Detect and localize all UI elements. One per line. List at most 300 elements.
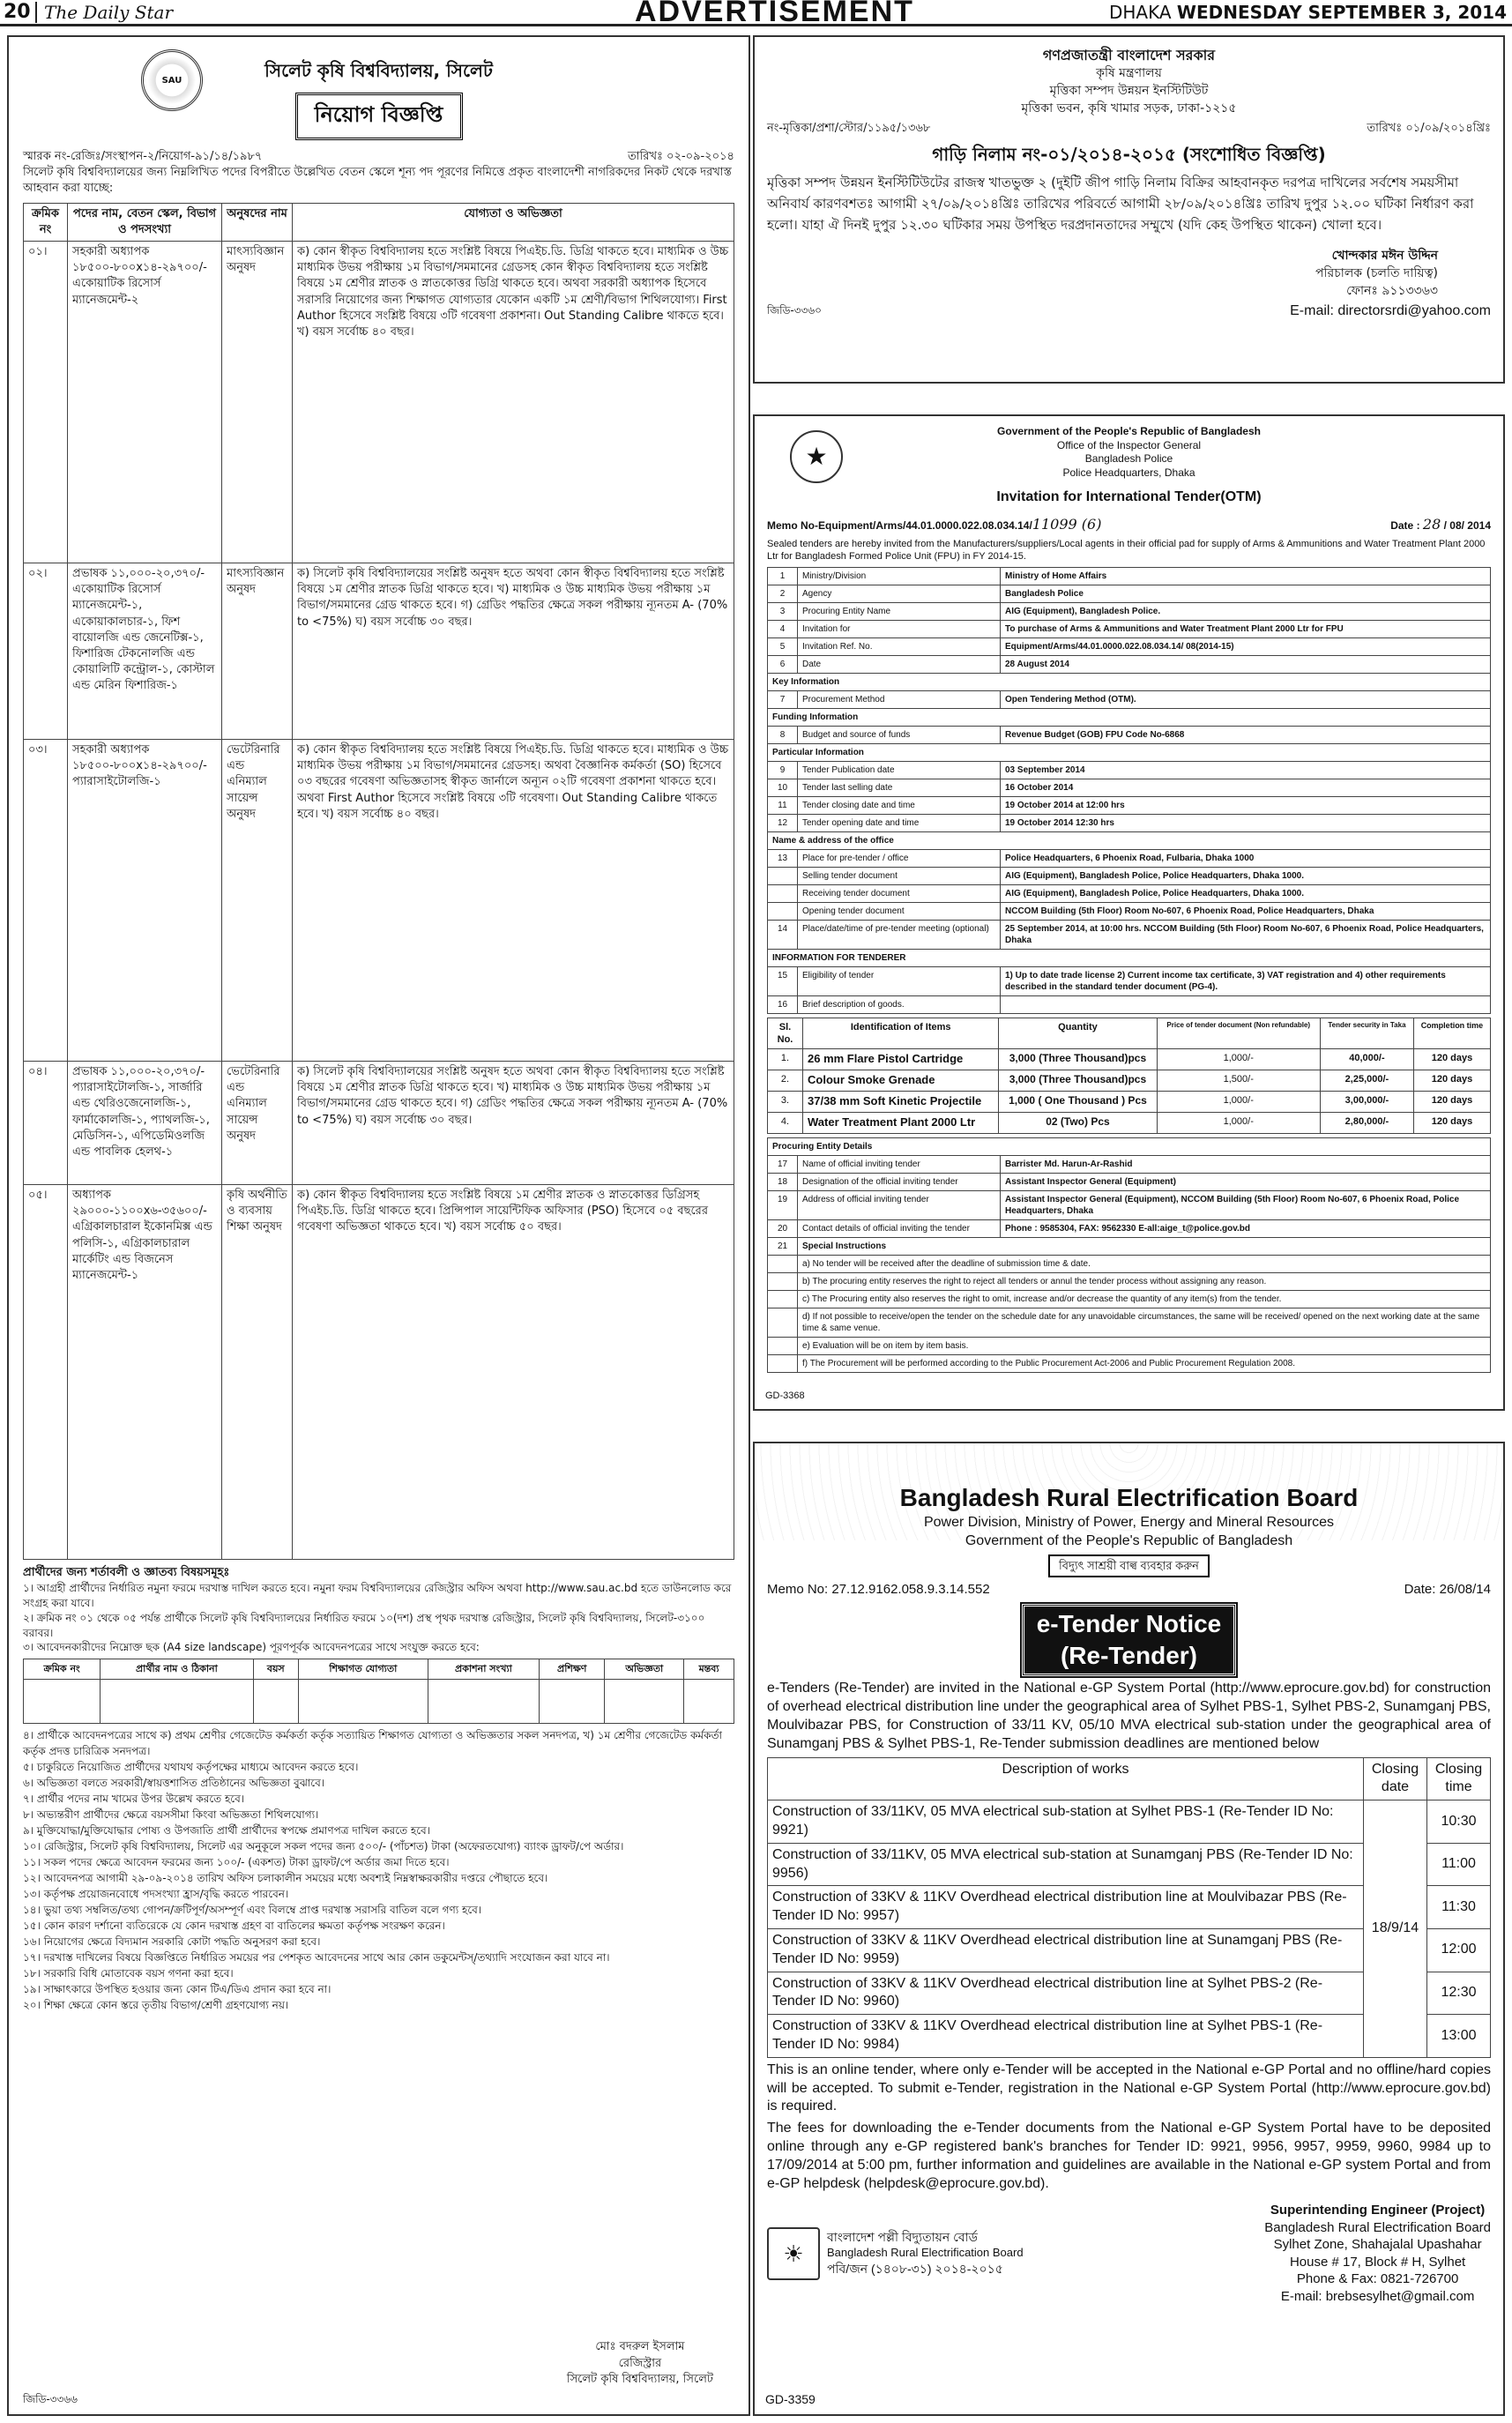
work-description: Construction of 33KV & 11KV Overdhead electrical distribution line at Sylhet PBS-2 (Re-Tender ID No: 9960) bbox=[768, 1972, 1364, 2015]
row-value: 1) Up to date trade license 2) Current income tax certificate, 3) VAT registration and 4) other requirements described in the standard tender document (PG-4). bbox=[1001, 966, 1491, 995]
memo-prefix: Memo No-Equipment/Arms/44.01.0000.022.08.034.14/ bbox=[767, 519, 1032, 533]
row-number: 18 bbox=[768, 1173, 798, 1190]
row-serial: ০৩। bbox=[24, 739, 68, 1061]
row-number: 8 bbox=[768, 726, 798, 743]
memo-handwritten: 11099 (6) bbox=[1032, 516, 1102, 533]
col-header: Price of tender document (Non refundable) bbox=[1157, 1018, 1320, 1049]
row-label: Tender last selling date bbox=[798, 779, 1001, 796]
conditions-title: প্রার্থীদের জন্য শর্তাবলী ও জ্ঞাতব্য বিষয়সমূহঃ bbox=[23, 1565, 230, 1579]
goods-item: 26 mm Flare Pistol Cartridge bbox=[803, 1049, 999, 1070]
police-tender-ad bbox=[753, 414, 1505, 1411]
row-label: Place/date/time of pre-tender meeting (optional) bbox=[798, 920, 1001, 949]
row-number: 16 bbox=[768, 995, 798, 1013]
sau-recruitment-ad bbox=[7, 35, 750, 2416]
col-header: মন্তব্য bbox=[684, 1659, 734, 1679]
col-header: পদের নাম, বেতন স্কেল, বিভাগ ও পদসংখ্যা bbox=[68, 203, 222, 241]
row-label: Address of official inviting tender bbox=[798, 1190, 1001, 1219]
table-row bbox=[768, 1800, 1491, 1844]
work-description: Construction of 33/11KV, 05 MVA electrical sub-station at Sylhet PBS-1 (Re-Tender ID No: 9921) bbox=[768, 1800, 1364, 1844]
list-item: ১০। রেজিস্ট্রার, সিলেট কৃষি বিশ্ববিদ্যালয়, সিলেট এর অনুকূলে সকল পদের জন্য ৫০০/- (পাঁচশত) টাকা (অফেরতযোগ্য) ব্যাংক ড্রাফট/পে অর্ডার। bbox=[23, 1839, 624, 1853]
table-row bbox=[24, 1679, 734, 1723]
row-label: Name of official inviting tender bbox=[798, 1155, 1001, 1173]
row-value: 19 October 2014 12:30 hrs bbox=[1001, 814, 1491, 831]
row-label: Brief description of goods. bbox=[798, 995, 1001, 1013]
police-procuring-table bbox=[767, 1137, 1491, 1373]
goods-price: 1,500/- bbox=[1157, 1070, 1320, 1092]
table-row bbox=[768, 726, 1491, 743]
row-value: Assistant Inspector General (Equipment), NCCOM Building (5th Floor) Room No-607, 6 Phoenix Road, Police Headquarters, Dhaka bbox=[1001, 1190, 1491, 1219]
section-label-row bbox=[768, 743, 1491, 761]
signer-name: খোন্দকার মঈন উদ্দিন bbox=[1331, 249, 1438, 264]
section-label: Procuring Entity Details bbox=[768, 1137, 1491, 1155]
goods-qty: 02 (Two) Pcs bbox=[999, 1112, 1157, 1133]
row-value: Ministry of Home Affairs bbox=[1001, 567, 1491, 585]
edition-day: WEDNESDAY SEPTEMBER 3, 2014 bbox=[1176, 1, 1507, 23]
row-number: 4 bbox=[768, 620, 798, 637]
table-row bbox=[768, 1190, 1491, 1219]
row-value: Assistant Inspector General (Equipment) bbox=[1001, 1173, 1491, 1190]
row-number bbox=[768, 902, 798, 920]
row-post: সহকারী অধ্যাপক ১৮৫০০-৮০০x১৪-২৯৭০০/- একোয়াটিক রিসোর্স ম্যানেজমেন্ট-২ bbox=[68, 241, 222, 563]
row-value: 16 October 2014 bbox=[1001, 779, 1491, 796]
row-requirements: ক) সিলেট কৃষি বিশ্ববিদ্যালয়ের সংশ্লিষ্ট অনুষদ হতে অথবা কোন স্বীকৃত বিশ্ববিদ্যালয় হতে সংশ্লিষ্ট বিষয়ে ১ম শ্রেণীর স্নাতক ডিগ্রি থাকতে হবে। খ) মাধ্যমিক ও উচ্চ মাধ্যমিক উভয় পরীক্ষায় ১ম বিভাগ/সমমানের গ্রেড থাকতে হবে। গ) গ্রেডিং পদ্ধতির ক্ষেত্রে সকল পরীক্ষায় ন্যূনতম A- (70% to <75%) ঘ) বয়স সর্বোচ্চ ৩০ বছর। bbox=[293, 563, 734, 739]
police-date bbox=[1390, 516, 1491, 534]
table-row bbox=[768, 1337, 1491, 1354]
goods-time: 120 days bbox=[1413, 1070, 1490, 1092]
section-label-row bbox=[768, 673, 1491, 690]
row-value: 03 September 2014 bbox=[1001, 761, 1491, 779]
goods-qty: 3,000 (Three Thousand)pcs bbox=[999, 1070, 1157, 1092]
list-item: ৪। প্রার্থীকে আবেদনপত্রের সাথে ক) প্রথম শ্রেণীর গেজেটেড কর্মকর্তা কর্তৃক সত্যায়িত শিক্ষাগত যোগ্যতা ও অভিজ্ঞতার সকল সনদপত্র, খ) ১ম শ্রেণীর গেজেটেড কর্মকর্তা কর্তৃক প্রদত্ত চারিত্রিক সনদপত্র। bbox=[23, 1728, 722, 1757]
row-faculty: ভেটেরিনারি এন্ড এনিম্যাল সায়েন্স অনুষদ bbox=[222, 739, 293, 1061]
special-instruction: b) The procuring entity reserves the right to reject all tenders or annul the tender process without assigning any reason. bbox=[798, 1272, 1491, 1290]
goods-qty: 3,000 (Three Thousand)pcs bbox=[999, 1049, 1157, 1070]
row-serial: ০২। bbox=[24, 563, 68, 739]
table-header-row bbox=[768, 1018, 1491, 1049]
row-value: Open Tendering Method (OTM). bbox=[1001, 690, 1491, 708]
police-goods-table bbox=[767, 1018, 1491, 1134]
row-value: 28 August 2014 bbox=[1001, 655, 1491, 673]
row-value: Equipment/Arms/44.01.0000.022.08.034.14/ 08(2014-15) bbox=[1001, 637, 1491, 655]
col-header: প্রকাশনা সংখ্যা bbox=[428, 1659, 539, 1679]
section-title: ADVERTISEMENT bbox=[635, 0, 914, 28]
seal-text: SAU bbox=[161, 75, 182, 86]
row-number: 20 bbox=[768, 1219, 798, 1237]
signer-name: মোঃ বদরুল ইসলাম bbox=[595, 2340, 685, 2354]
row-label: Budget and source of funds bbox=[798, 726, 1001, 743]
goods-price: 1,000/- bbox=[1157, 1112, 1320, 1133]
section-label-row: 21 Special Instructions bbox=[768, 1237, 1491, 1255]
col-header: Completion time bbox=[1413, 1018, 1490, 1049]
list-item: ১। আগ্রহী প্রার্থীদের নির্ধারিত নমুনা ফরমে দরখাস্ত দাখিল করতে হবে। নমুনা ফরম বিশ্ববিদ্যালয়ের রেজিস্ট্রার অফিস অথবা http://www.sau.ac.bd হতে ডাউনলোড করে সংগ্রহ করা যাবে। bbox=[23, 1582, 732, 1609]
col-header: বয়স bbox=[253, 1659, 299, 1679]
col-header: Closing date bbox=[1364, 1757, 1427, 1800]
row-number: 11 bbox=[768, 796, 798, 814]
list-item: ১৮। সরকারি বিধি মোতাবেক বয়স গণনা করা হবে। bbox=[23, 1966, 234, 1979]
table-row bbox=[768, 620, 1491, 637]
signer-phone: Phone & Fax: 0821-726700 bbox=[1296, 2271, 1459, 2287]
srdi-email: E-mail: directorsrdi@yahoo.com bbox=[1290, 303, 1491, 319]
row-number bbox=[768, 867, 798, 884]
row-value: AIG (Equipment), Bangladesh Police, Police Headquarters, Dhaka 1000. bbox=[1001, 867, 1491, 884]
edition-city: DHAKA bbox=[1108, 1, 1172, 23]
row-label: Eligibility of tender bbox=[798, 966, 1001, 995]
work-description: Construction of 33KV & 11KV Overdhead electrical distribution line at Moulvibazar PBS (Re-Tender ID No: 9957) bbox=[768, 1886, 1364, 1929]
breb-date: Date: 26/08/14 bbox=[1404, 1582, 1491, 1598]
row-faculty: কৃষি অর্থনীতি ও ব্যবসায় শিক্ষা অনুষদ bbox=[222, 1184, 293, 1559]
list-item: ২। ক্রমিক নং ০১ থেকে ০৫ পর্যন্ত প্রার্থীকে সিলেট কৃষি বিশ্ববিদ্যালয়ের নির্ধারিত ফরমে ১০(দশ) প্রস্থ পৃথক দরখাস্ত রেজিস্ট্রার, সিলেট কৃষি বিশ্ববিদ্যালয়, সিলেট-৩১০০ বরাবর। bbox=[23, 1611, 705, 1639]
table-row bbox=[768, 637, 1491, 655]
goods-security: 3,00,000/- bbox=[1320, 1091, 1413, 1112]
srdi-gov: গণপ্রজাতন্ত্রী বাংলাদেশ সরকার bbox=[1042, 47, 1216, 63]
srdi-auction-ad bbox=[753, 35, 1505, 384]
breb-gov: Government of the People's Republic of Bangladesh bbox=[965, 1533, 1293, 1549]
sau-title: সিলেট কৃষি বিশ্ববিদ্যালয়, সিলেট bbox=[264, 60, 493, 81]
date-label: Date : bbox=[1390, 519, 1420, 533]
police-gov: Government of the People's Republic of Bangladesh bbox=[997, 425, 1261, 437]
goods-sl: 2. bbox=[768, 1070, 803, 1092]
table-row bbox=[768, 761, 1491, 779]
table-row bbox=[768, 867, 1491, 884]
row-number: 12 bbox=[768, 814, 798, 831]
goods-security: 2,80,000/- bbox=[1320, 1112, 1413, 1133]
row-label: Invitation for bbox=[798, 620, 1001, 637]
section-label: Key Information bbox=[768, 673, 1491, 690]
closing-time: 11:30 bbox=[1427, 1886, 1491, 1929]
list-item: ১৬। নিয়োগের ক্ষেত্রে বিদ্যমান সরকারি কোটা পদ্ধতি অনুসরণ করা হবে। bbox=[23, 1935, 321, 1948]
sau-date: তারিখঃ ০২-০৯-২০১৪ bbox=[628, 150, 734, 163]
srdi-institute: মৃত্তিকা সম্পদ উন্নয়ন ইনস্টিটিউট bbox=[1049, 83, 1209, 98]
more-conditions-list bbox=[23, 1727, 734, 2013]
date-handwritten: 28 bbox=[1422, 516, 1441, 533]
table-row bbox=[768, 1070, 1491, 1092]
row-label: Agency bbox=[798, 585, 1001, 602]
row-serial: ০৫। bbox=[24, 1184, 68, 1559]
row-number: 5 bbox=[768, 637, 798, 655]
table-row bbox=[768, 602, 1491, 620]
signer-phone: ফোনঃ ৯১১৩৩৬৩ bbox=[1346, 283, 1438, 298]
section-label-row bbox=[768, 1137, 1491, 1155]
row-value: AIG (Equipment), Bangladesh Police. bbox=[1001, 602, 1491, 620]
logo-code: পবি/জন (১৪০৮-৩১) ২০১৪-২০১৫ bbox=[827, 2262, 1003, 2277]
section-label: Particular Information bbox=[768, 743, 1491, 761]
police-info-table bbox=[767, 567, 1491, 1014]
table-row bbox=[768, 995, 1491, 1013]
breb-gd-code: GD-3359 bbox=[765, 2391, 816, 2406]
list-item: ১১। সকল পদের ক্ষেত্রে আবেদন ফরমের জন্য ১০০/- (একশত) টাকা ড্রাফট/পে অর্ডার জমা দিতে হবে। bbox=[23, 1855, 450, 1868]
police-office: Office of the Inspector General bbox=[1056, 438, 1202, 451]
col-header: Closing time bbox=[1427, 1757, 1491, 1800]
col-header: ক্রমিক নং bbox=[24, 1659, 101, 1679]
row-number: 13 bbox=[768, 849, 798, 867]
table-row bbox=[768, 1290, 1491, 1308]
table-row bbox=[768, 690, 1491, 708]
table-row bbox=[24, 241, 734, 563]
srdi-gd-code: জিডি-৩৩৬০ bbox=[767, 304, 822, 317]
signer-zone: Sylhet Zone, Shahajalal Upashahar bbox=[1273, 2237, 1482, 2253]
list-item: ১৪। ভুয়া তথ্য সম্বলিত/তথ্য গোপন/ক্রটিপূর্ণ/অসম্পূর্ণ এবং বিলম্বে প্রাপ্ত দরখাস্ত সরাসরি বাতিল বলে গণ্য হবে। bbox=[23, 1903, 482, 1916]
srdi-signature-block bbox=[767, 248, 1491, 300]
table-row bbox=[768, 1308, 1491, 1337]
conditions-list bbox=[23, 1581, 734, 1655]
sau-intro: সিলেট কৃষি বিশ্ববিদ্যালয়ের জন্য নিম্নলিখিত পদের বিপরীতে উল্লেখিত বেতন স্কেলে শূন্য পদ পূরণের নিমিত্তে প্রকৃত বাংলাদেশী নাগরিকদের নিকট থেকে দরখাস্ত আহবান করা যাচ্ছে: bbox=[23, 166, 732, 196]
row-label: Opening tender document bbox=[798, 902, 1001, 920]
list-item: ২০। শিক্ষা ক্ষেত্রে কোন স্তরে তৃতীয় বিভাগ/শ্রেণী গ্রহণযোগ্য নয়। bbox=[23, 1998, 289, 2011]
table-row bbox=[768, 902, 1491, 920]
table-row bbox=[768, 1255, 1491, 1272]
table-header-row bbox=[24, 1659, 734, 1679]
row-number: 19 bbox=[768, 1190, 798, 1219]
row-value: Revenue Budget (GOB) FPU Code No-6868 bbox=[1001, 726, 1491, 743]
row-number: 10 bbox=[768, 779, 798, 796]
row-number: 6 bbox=[768, 655, 798, 673]
list-item: ১৩। কর্তৃপক্ষ প্রয়োজনবোধে পদসংখ্যা হ্রাস/বৃদ্ধি করতে পারবেন। bbox=[23, 1887, 289, 1900]
goods-time: 120 days bbox=[1413, 1112, 1490, 1133]
logo-en: Bangladesh Rural Electrification Board bbox=[827, 2246, 1024, 2260]
col-header: শিক্ষাগত যোগ্যতা bbox=[299, 1659, 428, 1679]
table-header-row bbox=[768, 1757, 1491, 1800]
goods-sl: 1. bbox=[768, 1049, 803, 1070]
row-number: 2 bbox=[768, 585, 798, 602]
row-post: অধ্যাপক ২৯০০০-১১০০x৬-৩৫৬০০/- এগ্রিকালচারাল ইকোনমিক্স এন্ড পলিসি-১, এগ্রিকালচারাল মার্কেটিং এন্ড বিজনেস ম্যানেজমেন্ট-১ bbox=[68, 1184, 222, 1559]
breb-works-table bbox=[767, 1757, 1491, 2058]
list-item: ১২। আবেদনপত্র আগামী ২৯-০৯-২০১৪ তারিখ অফিস চলাকালীন সময়ের মধ্যে অবশ্যই নিম্নস্বাক্ষরকারীর দপ্তরে পৌছাতে হবে। bbox=[23, 1871, 548, 1884]
srdi-memo: নং-মৃত্তিকা/প্রশা/স্টোর/১১৯৫/১৩৬৮ bbox=[767, 122, 931, 136]
list-item: ৫। চাকুরিতে নিয়োজিত প্রার্থীদের যথাযথ কর্তৃপক্ষের মাধ্যমে আবেদন করতে হবে। bbox=[23, 1760, 359, 1773]
table-row bbox=[768, 1091, 1491, 1112]
breb-online-note: This is an online tender, where only e-Tender will be accepted in the National e-GP Portal and no offline/hard copies will be accepted. To submit e-Tender, registration in the National e-GP System Portal (http://www.eprocure.gov.bd) is required. bbox=[767, 2061, 1491, 2114]
breb-memo: Memo No: 27.12.9162.058.9.3.14.552 bbox=[767, 1582, 990, 1598]
goods-time: 120 days bbox=[1413, 1049, 1490, 1070]
table-header-row bbox=[24, 203, 734, 241]
section-label: Funding Information bbox=[768, 708, 1491, 726]
table-row bbox=[768, 585, 1491, 602]
srdi-body: মৃত্তিকা সম্পদ উন্নয়ন ইনস্টিটিউটের রাজস্ব খাতভুক্ত ২ (দুইটি জীপ গাড়ি নিলাম বিক্রির আহবানকৃত দরপত্র দাখিলের সর্বশেষ সময়সীমা অনিবার্য কারণবশতঃ আগামী ২৭/০৯/২০১৪খ্রিঃ তারিখের পরিবর্তে আগামী ২৮/০৯/২০১৪খ্রিঃ তারিখ দুপুর ১২.০০ ঘটিকা নির্ধারণ করা হলো। যাহা ঐ দিনই দুপুর ১২.৩০ ঘটিকার সময় উপস্থিত দরপ্রদানতাদের সম্মুখে (যদি কেহ উপস্থিত থাকেন) খোলা হবে। bbox=[767, 175, 1474, 234]
goods-item: Colour Smoke Grenade bbox=[803, 1070, 999, 1092]
row-label: Designation of the official inviting tender bbox=[798, 1173, 1001, 1190]
special-instruction: c) The Procuring entity also reserves the right to omit, increase and/or decrease the quantity of any item(s) from the tender. bbox=[798, 1290, 1491, 1308]
col-header: অভিজ্ঞতা bbox=[605, 1659, 684, 1679]
closing-time: 10:30 bbox=[1427, 1800, 1491, 1844]
row-label: Selling tender document bbox=[798, 867, 1001, 884]
sau-memo: স্মারক নং-রেজিঃ/সংস্থাপন-২/নিয়োগ-৯১/১৪/১৯৮৭ bbox=[23, 150, 263, 163]
list-item: ৭। প্রার্থীর পদের নাম খামের উপর উল্লেখ করতে হবে। bbox=[23, 1792, 245, 1805]
srdi-address: মৃত্তিকা ভবন, কৃষি খামার সড়ক, ঢাকা-১২১৫ bbox=[1021, 101, 1237, 116]
police-hq: Police Headquarters, Dhaka bbox=[1062, 466, 1195, 479]
row-requirements: ক) সিলেট কৃষি বিশ্ববিদ্যালয়ের সংশ্লিষ্ট অনুষদ হতে অথবা কোন স্বীকৃত বিশ্ববিদ্যালয় হতে সংশ্লিষ্ট বিষয়ে ১ম শ্রেণীর স্নাতক ডিগ্রি থাকতে হবে। খ) মাধ্যমিক ও উচ্চ মাধ্যমিক উভয় পরীক্ষায় ১ম বিভাগ/সমমানের গ্রেড থাকতে হবে। গ) গ্রেডিং পদ্ধতির ক্ষেত্রে সকল পরীক্ষায় ন্যূনতম A- (70% to <75%) ঘ) বয়স সর্বোচ্চ ৩০ বছর। bbox=[293, 1061, 734, 1184]
breb-etender-ad bbox=[753, 1442, 1505, 2416]
section-label-row bbox=[768, 708, 1491, 726]
signer-title: পরিচালক (চলতি দায়িত্ব) bbox=[1315, 265, 1438, 280]
closing-time: 12:00 bbox=[1427, 1929, 1491, 1972]
list-item: ৮। অভ্যন্তরীণ প্রার্থীদের ক্ষেত্রে বয়সসীমা কিংবা অভিজ্ঞতা শিথিলযোগ্য। bbox=[23, 1808, 319, 1821]
list-item: ১৫। কোন কারণ দর্শানো ব্যতিরেকে যে কোন দরখাস্ত গ্রহণ বা বাতিলের ক্ষমতা কর্তৃপক্ষ সংরক্ষণ করেন। bbox=[23, 1919, 445, 1932]
special-instruction: f) The Procurement will be performed according to the Public Procurement Act-2006 and Public Procurement Regulation 2008. bbox=[798, 1354, 1491, 1372]
table-row bbox=[24, 1061, 734, 1184]
row-label: Date bbox=[798, 655, 1001, 673]
notice-line-2: (Re-Tender) bbox=[1060, 1642, 1198, 1670]
list-item: ৩। আবেদনকারীদের নিম্নোক্ত ছক (A4 size landscape) পূরণপূর্বক আবেদনপত্রের সাথে সংযুক্ত করতে হবে: bbox=[23, 1641, 480, 1654]
row-number bbox=[768, 884, 798, 902]
col-header: যোগ্যতা ও অভিজ্ঞতা bbox=[293, 203, 734, 241]
col-header: অনুষদের নাম bbox=[222, 203, 293, 241]
row-number: 9 bbox=[768, 761, 798, 779]
row-label: Tender Publication date bbox=[798, 761, 1001, 779]
police-emblem-icon: ★ bbox=[790, 430, 843, 483]
closing-time: 13:00 bbox=[1427, 2015, 1491, 2058]
row-number: 15 bbox=[768, 966, 798, 995]
paper-name: The Daily Star bbox=[35, 2, 176, 23]
table-row bbox=[768, 1354, 1491, 1372]
table-row bbox=[768, 849, 1491, 867]
row-number: 3 bbox=[768, 602, 798, 620]
col-header: ক্রমিক নং bbox=[24, 203, 68, 241]
breb-intro: e-Tenders (Re-Tender) are invited in the National e-GP System Portal (http://www.eprocure.gov.bd) for construction of overhead electrical distribution line under the geographical area of Sylhet PBS-1, Sylhet PBS-2, Sunamganj PBS, Moulvibazar PBS, for Construction of 33/11 KV, 05/10 MVA electrical sub-station under the geographical area of Sunamganj PBS & Sylhet PBS-1, Re-Tender submission deadlines are mentioned below bbox=[767, 1681, 1491, 1751]
table-row bbox=[768, 920, 1491, 949]
row-label: Contact details of official inviting the tender bbox=[798, 1219, 1001, 1237]
edition-date bbox=[1084, 2, 1512, 23]
row-label: Procuring Entity Name bbox=[798, 602, 1001, 620]
goods-security: 40,000/- bbox=[1320, 1049, 1413, 1070]
breb-title: Bangladesh Rural Electrification Board bbox=[899, 1484, 1359, 1511]
university-seal-icon bbox=[141, 49, 203, 111]
table-row bbox=[768, 1173, 1491, 1190]
closing-date: 18/9/14 bbox=[1364, 1800, 1427, 2058]
table-row bbox=[768, 1272, 1491, 1290]
row-value: Barrister Md. Harun-Ar-Rashid bbox=[1001, 1155, 1491, 1173]
srdi-ministry: কৃষি মন্ত্রণালয় bbox=[1096, 66, 1162, 81]
goods-item: 37/38 mm Soft Kinetic Projectile bbox=[803, 1091, 999, 1112]
table-row bbox=[768, 1219, 1491, 1237]
application-form-table bbox=[23, 1659, 734, 1723]
row-value: 25 September 2014, at 10:00 hrs. NCCOM Building (5th Floor) Room No-607, 6 Phoenix Road, Police Headquarters, Dhaka bbox=[1001, 920, 1491, 949]
logo-bn: বাংলাদেশ পল্লী বিদ্যুতায়ন বোর্ড bbox=[827, 2229, 978, 2244]
signer-org: Bangladesh Rural Electrification Board bbox=[1264, 2219, 1491, 2235]
list-item: ৬। অভিজ্ঞতা বলতে সরকারী/স্বায়ত্তশাসিত প্রতিষ্ঠানের অভিজ্ঞতা বুঝাবে। bbox=[23, 1776, 325, 1789]
goods-price: 1,000/- bbox=[1157, 1091, 1320, 1112]
col-header: প্রার্থীর নাম ও ঠিকানা bbox=[101, 1659, 253, 1679]
row-label: Invitation Ref. No. bbox=[798, 637, 1001, 655]
closing-time: 12:30 bbox=[1427, 1972, 1491, 2015]
row-number: 7 bbox=[768, 690, 798, 708]
col-header: Tender security in Taka bbox=[1320, 1018, 1413, 1049]
list-item: ১৭। দরখাস্ত দাখিলের বিষয়ে বিজ্ঞপ্তিতে নির্ধারিত সময়ের পর পেশকৃত আবেদনের সাথে আর কোন ডকুমেন্টস্/তথ্যাদি সংযোজন করা যাবে না। bbox=[23, 1950, 610, 1964]
row-label: Place for pre-tender / office bbox=[798, 849, 1001, 867]
police-memo bbox=[767, 516, 1101, 534]
breb-signature-block bbox=[1264, 2202, 1491, 2305]
page-number: 20 bbox=[4, 1, 31, 23]
police-intro: Sealed tenders are hereby invited from the Manufacturers/suppliers/Local agents in their official pad for supply of Arms & Ammunitions and Water Treatment Plant 2000 Ltr for Bangladesh Formed Police Unit (FPU) in FY 2014-15. bbox=[767, 538, 1486, 563]
col-header: Identification of Items bbox=[803, 1018, 999, 1049]
table-row bbox=[768, 1049, 1491, 1070]
signer-email: E-mail: brebsesylhet@gmail.com bbox=[1280, 2288, 1475, 2304]
row-post: সহকারী অধ্যাপক ১৮৫০০-৮০০x১৪-২৯৭০০/- প্যারাসাইটোলজি-১ bbox=[68, 739, 222, 1061]
row-number: 17 bbox=[768, 1155, 798, 1173]
col-header: Description of works bbox=[768, 1757, 1364, 1800]
goods-price: 1,000/- bbox=[1157, 1049, 1320, 1070]
breb-division: Power Division, Ministry of Power, Energy and Mineral Resources bbox=[923, 1515, 1335, 1531]
section-label: Name & address of the office bbox=[768, 831, 1491, 849]
list-item: ১৯। সাক্ষাৎকারে উপস্থিত হওয়ার জন্য কোন টিএ/ডিএ প্রদান করা হবে না। bbox=[23, 1982, 331, 1995]
date-rest: / 08/ 2014 bbox=[1443, 519, 1491, 533]
special-instruction: d) If not possible to receive/open the tender on the schedule date for any unavoidable circumstances, the same will be received/ opened on the next working date at the same time & same venue. bbox=[798, 1308, 1491, 1337]
signer-title: Superintending Engineer (Project) bbox=[1270, 2203, 1486, 2218]
srdi-title: গাড়ি নিলাম নং-০১/২০১৪-২০১৫ (সংশোধিত বিজ্ঞপ্তি) bbox=[932, 144, 1326, 166]
sau-gd-code: জিডি-৩৩৬৬ bbox=[23, 2393, 78, 2406]
special-instruction: e) Evaluation will be on item by item basis. bbox=[798, 1337, 1491, 1354]
table-row bbox=[768, 1112, 1491, 1133]
table-row bbox=[768, 814, 1491, 831]
breb-logo-block bbox=[767, 2202, 1024, 2305]
goods-time: 120 days bbox=[1413, 1091, 1490, 1112]
notice-line-1: e-Tender Notice bbox=[1036, 1609, 1222, 1637]
section-label: Special Instructions bbox=[798, 1237, 1491, 1255]
row-number: 1 bbox=[768, 567, 798, 585]
work-description: Construction of 33/11KV, 05 MVA electrical sub-station at Sunamganj PBS (Re-Tender ID No: 9956) bbox=[768, 1843, 1364, 1886]
row-value: NCCOM Building (5th Floor) Room No-607, 6 Phoenix Road, Police Headquarters, Dhaka bbox=[1001, 902, 1491, 920]
work-description: Construction of 33KV & 11KV Overdhead electrical distribution line at Sylhet PBS-1 (Re-Tender ID No: 9984) bbox=[768, 2015, 1364, 2058]
table-row bbox=[24, 739, 734, 1061]
table-row bbox=[768, 796, 1491, 814]
table-row bbox=[768, 655, 1491, 673]
row-label: Tender opening date and time bbox=[798, 814, 1001, 831]
table-row bbox=[768, 779, 1491, 796]
row-faculty: মাৎস্যবিজ্ঞান অনুষদ bbox=[222, 241, 293, 563]
breb-slogan: বিদ্যুৎ সাশ্রয়ী বাল্ব ব্যবহার করুন bbox=[1048, 1554, 1210, 1577]
row-value: 19 October 2014 at 12:00 hrs bbox=[1001, 796, 1491, 814]
row-post: প্রভাষক ১১,০০০-২০,৩৭০/- প্যারাসাইটোলজি-১, সার্জারি এন্ড থেরিওজেনোলজি-১, ফার্মাকোলজি-১, প্যাথলজি-১, মেডিসিন-১, এপিডেমিওলজি এন্ড পাবলিক হেলথ-১ bbox=[68, 1061, 222, 1184]
police-title: Invitation for International Tender(OTM) bbox=[996, 489, 1262, 505]
table-row bbox=[24, 1184, 734, 1559]
row-value: Police Headquarters, 6 Phoenix Road, Fulbaria, Dhaka 1000 bbox=[1001, 849, 1491, 867]
row-label: Receiving tender document bbox=[798, 884, 1001, 902]
goods-qty: 1,000 ( One Thousand ) Pcs bbox=[999, 1091, 1157, 1112]
special-instruction: a) No tender will be received after the deadline of submission time & date. bbox=[798, 1255, 1491, 1272]
section-label: INFORMATION FOR TENDERER bbox=[768, 949, 1491, 966]
signer-org: সিলেট কৃষি বিশ্ববিদ্যালয়, সিলেট bbox=[566, 2372, 713, 2386]
newspaper-masthead bbox=[0, 0, 1512, 26]
row-requirements: ক) কোন স্বীকৃত বিশ্ববিদ্যালয় হতে সংশ্লিষ্ট বিষয়ে ১ম শ্রেণীর স্নাতক ও স্নাতকোত্তর ডিগ্রিসহ পিএইচ.ডি. ডিগ্রি থাকতে হবে। প্রিন্সিপাল সায়েন্টিফিক অফিসার (PSO) হিসেবে ০৫ বছরের গবেষণা অভিজ্ঞতা থাকতে হবে। খ) বয়স সর্বোচ্চ ৫০ বছর। bbox=[293, 1184, 734, 1559]
col-header: Sl. No. bbox=[768, 1018, 803, 1049]
police-org: Bangladesh Police bbox=[1084, 452, 1173, 466]
col-header: প্রশিক্ষণ bbox=[540, 1659, 605, 1679]
col-header: Quantity bbox=[999, 1018, 1157, 1049]
srdi-date: তারিখঃ ০১/০৯/২০১৪খ্রিঃ bbox=[1367, 122, 1491, 136]
goods-security: 2,25,000/- bbox=[1320, 1070, 1413, 1092]
table-row bbox=[768, 884, 1491, 902]
closing-time: 11:00 bbox=[1427, 1843, 1491, 1886]
sau-signature-block bbox=[567, 2339, 713, 2388]
row-serial: ০১। bbox=[24, 241, 68, 563]
row-value bbox=[1001, 995, 1491, 1013]
row-requirements: ক) কোন স্বীকৃত বিশ্ববিদ্যালয় হতে সংশ্লিষ্ট বিষয়ে পিএইচ.ডি. ডিগ্রি থাকতে হবে। মাধ্যমিক ও উচ্চ মাধ্যমিক উভয় পরীক্ষায় ১ম বিভাগ/সমমানের গ্রেডসহ কোন স্বীকৃত বিশ্ববিদ্যালয় হতে সংশ্লিষ্ট বিষয়ে ১ম শ্রেণীর স্নাতক ও স্নাতকোত্তর ডিগ্রি থাকতে হবে। অথবা সরকারী অধ্যাপক হিসেবে সরাসরি নিয়োগের জন্য শিক্ষাগত যোগ্যতার যেকোন একটি ১ম শ্রেণী/বিভাগ শিথিলযোগ্য। First Author হিসেবে সংশ্লিষ্ট বিষয়ে ৩টি গবেষণা প্রকাশনা। Out Standing Calibre থাকতে হবে। খ) বয়স সর্বোচ্চ ৪০ বছর। bbox=[293, 241, 734, 563]
police-gd-code: GD-3368 bbox=[765, 1390, 805, 1401]
goods-sl: 4. bbox=[768, 1112, 803, 1133]
table-row bbox=[24, 563, 734, 739]
section-label-row bbox=[768, 831, 1491, 849]
list-item: ৯। মুক্তিযোদ্ধা/মুক্তিযোদ্ধার পোষ্য ও উপজাতি প্রার্থী প্রার্থীদের স্বপক্ষে প্রমাণপত্র দাখিল করতে হবে। bbox=[23, 1823, 431, 1837]
section-label-row bbox=[768, 949, 1491, 966]
row-value: To purchase of Arms & Ammunitions and Water Treatment Plant 2000 Ltr for FPU bbox=[1001, 620, 1491, 637]
bulb-logo-icon: ☀ bbox=[767, 2227, 820, 2280]
work-description: Construction of 33KV & 11KV Overdhead electrical distribution line at Sunamganj PBS (Re-Tender ID No: 9959) bbox=[768, 1929, 1364, 1972]
goods-item: Water Treatment Plant 2000 Ltr bbox=[803, 1112, 999, 1133]
row-requirements: ক) কোন স্বীকৃত বিশ্ববিদ্যালয় হতে সংশ্লিষ্ট বিষয়ে পিএইচ.ডি. ডিগ্রি থাকতে হবে। মাধ্যমিক ও উচ্চ মাধ্যমিক উভয় পরীক্ষায় ১ম বিভাগ/সমমানের গ্রেডসহ। অথবা বৈজ্ঞানিক কর্মকর্তা (SO) হিসেবে ০৩ বছরের গবেষণা অভিজ্ঞতাসহ স্বীকৃত জার্নালে অন্যূন ০২টি গবেষণা প্রকাশনা থাকতে হবে। অথবা First Author হিসেবে সংশ্লিষ্ট বিষয়ে ৩টি গবেষণা। Out Standing Calibre থাকতে হবে। খ) বয়স সর্বোচ্চ ৪০ বছর। bbox=[293, 739, 734, 1061]
row-number: 14 bbox=[768, 920, 798, 949]
goods-sl: 3. bbox=[768, 1091, 803, 1112]
row-value: AIG (Equipment), Bangladesh Police, Police Headquarters, Dhaka 1000. bbox=[1001, 884, 1491, 902]
row-label: Ministry/Division bbox=[798, 567, 1001, 585]
